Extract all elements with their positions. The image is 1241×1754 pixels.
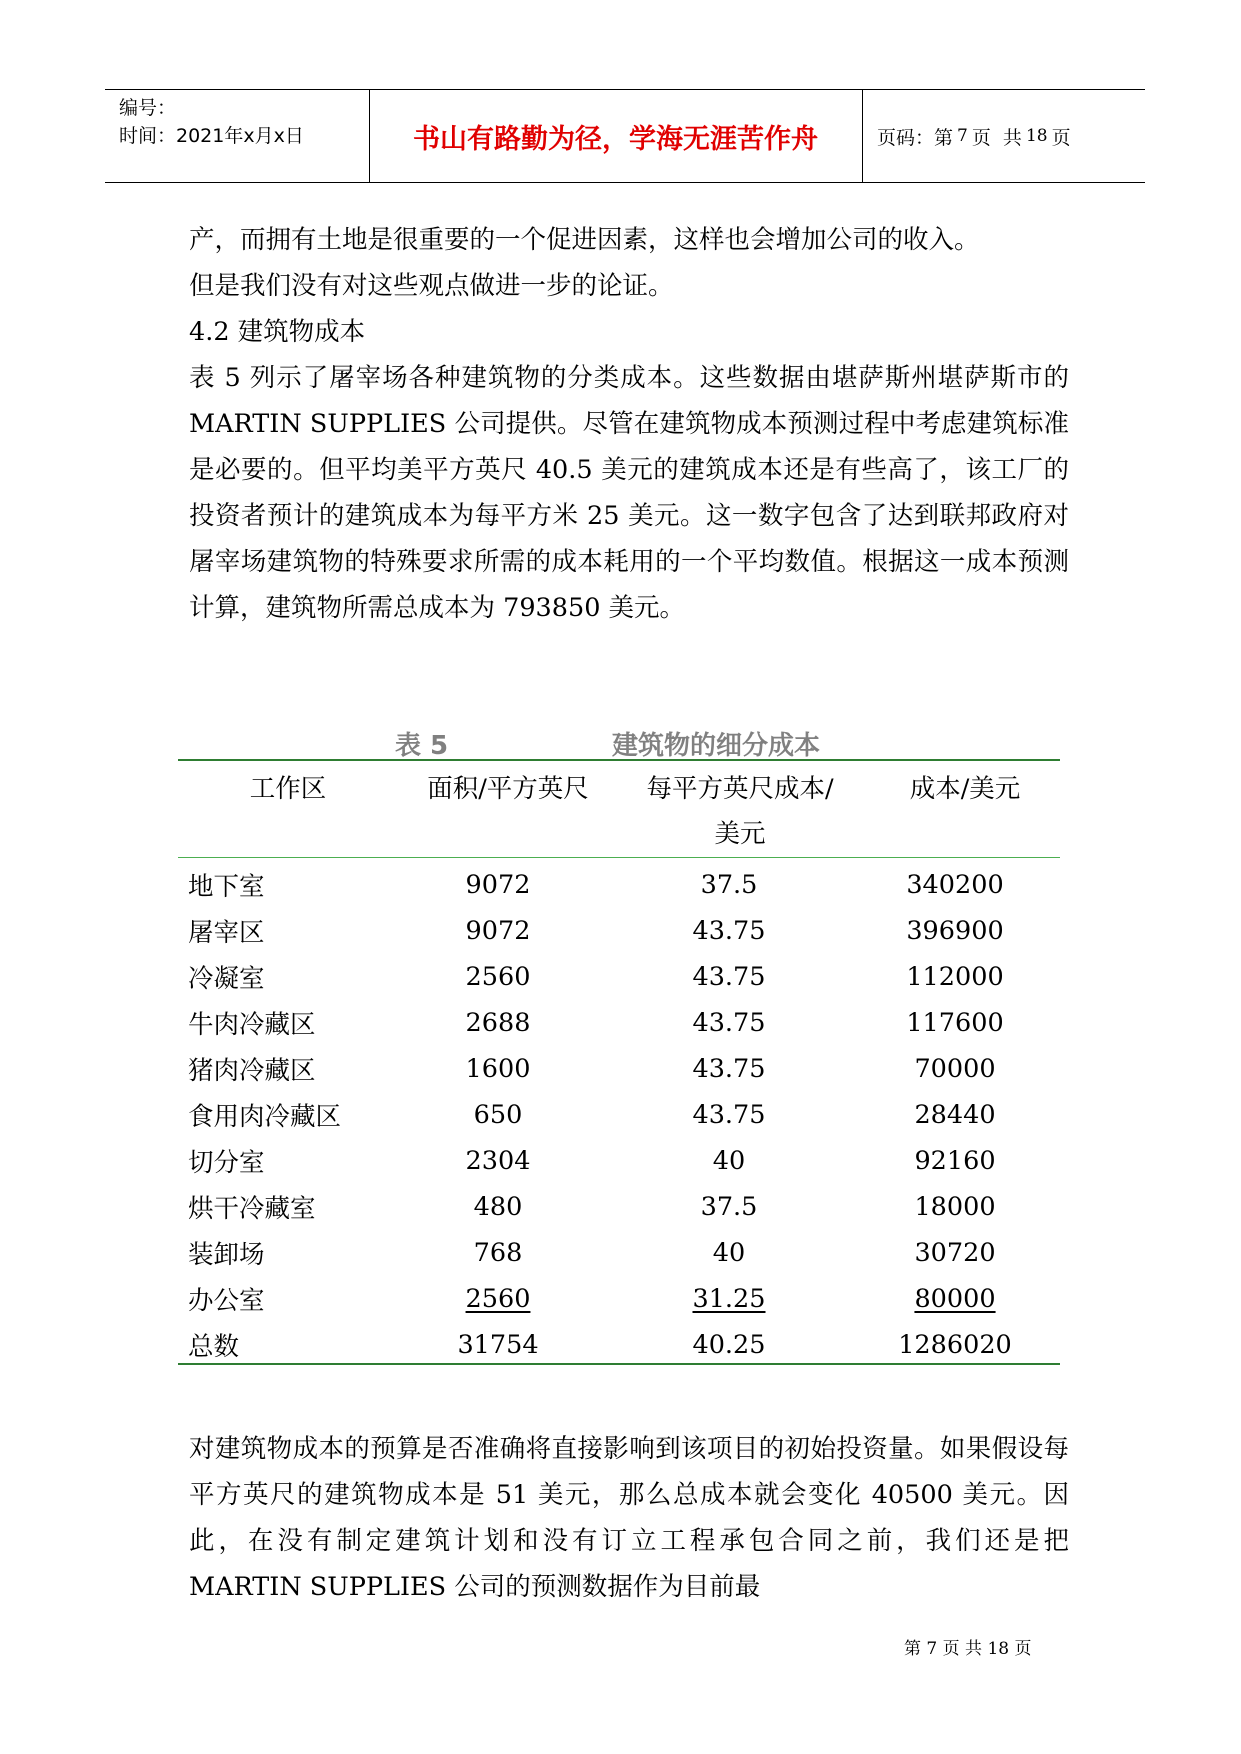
table-header-area-name: 工作区 bbox=[249, 774, 327, 804]
cell-size: 2560 bbox=[465, 962, 531, 992]
section-heading: 4.2 建筑物成本 bbox=[189, 317, 366, 347]
table-row bbox=[178, 1138, 1060, 1184]
cell-size: 768 bbox=[473, 1238, 523, 1268]
table-row bbox=[178, 1046, 1060, 1092]
cell-unit-cost: 40 bbox=[712, 1238, 746, 1268]
cell-area-name: 烘干冷藏室 bbox=[188, 1194, 316, 1224]
cell-cost: 1286020 bbox=[898, 1330, 1012, 1360]
cell-size: 9072 bbox=[465, 870, 531, 900]
paragraph-budget-accuracy: 对建筑物成本的预算是否准确将直接影响到该项目的初始投资量。如果假设每平方英尺的建筑物成本是 51 美元，那么总成本就会变化 40500 美元。因此，在没有制定建筑计划和没有订立工程承包合同之前，我们还是把 MARTIN SUPPLIES 公司的预测数据作为目前最 bbox=[189, 1434, 1069, 1602]
cell-unit-cost: 43.75 bbox=[692, 916, 766, 946]
table-row bbox=[178, 908, 1060, 954]
page-suffix: 页 bbox=[1051, 126, 1071, 149]
cell-cost: 117600 bbox=[906, 1008, 1004, 1038]
cell-size: 2304 bbox=[465, 1146, 531, 1176]
cell-unit-cost: 43.75 bbox=[692, 1054, 766, 1084]
table-header-size: 面积/平方英尺 bbox=[427, 774, 589, 804]
cell-cost: 18000 bbox=[914, 1192, 996, 1222]
cell-area-name: 牛肉冷藏区 bbox=[188, 1010, 316, 1040]
cell-unit-cost: 43.75 bbox=[692, 1008, 766, 1038]
table-row bbox=[178, 862, 1060, 908]
serial-label: 编号： bbox=[119, 97, 177, 119]
cell-area-name: 食用肉冷藏区 bbox=[188, 1102, 342, 1132]
paragraph-line: 产，而拥有土地是很重要的一个促进因素，这样也会增加公司的收入。 bbox=[189, 225, 980, 255]
cell-area-name: 猪肉冷藏区 bbox=[188, 1056, 316, 1086]
table-row bbox=[178, 954, 1060, 1000]
page-current: 7 bbox=[957, 126, 968, 146]
table-row bbox=[178, 1000, 1060, 1046]
cell-size: 480 bbox=[473, 1192, 523, 1222]
header-meta bbox=[119, 94, 304, 150]
table-row-total bbox=[178, 1322, 1060, 1368]
cell-cost-wrap bbox=[850, 1284, 1060, 1314]
cell-unit-cost: 31.25 bbox=[692, 1284, 766, 1314]
cell-area-name: 办公室 bbox=[188, 1286, 265, 1316]
cell-area-name: 切分室 bbox=[188, 1148, 265, 1178]
cell-unit-cost: 43.75 bbox=[692, 1100, 766, 1130]
footer-total: 18 bbox=[987, 1639, 1010, 1659]
cell-cost: 70000 bbox=[914, 1054, 996, 1084]
cell-unit-cost: 37.5 bbox=[700, 1192, 758, 1222]
table-top-rule bbox=[178, 759, 1060, 761]
footer-suffix: 页 bbox=[1014, 1639, 1032, 1659]
time-label: 时间：2021年x月x日 bbox=[119, 125, 304, 147]
table-caption-number: 表 5 bbox=[395, 731, 449, 761]
paragraph-line: 但是我们没有对这些观点做进一步的论证。 bbox=[189, 271, 674, 301]
page-mid: 页 共 bbox=[971, 126, 1022, 149]
cell-cost: 28440 bbox=[914, 1100, 996, 1130]
header-motto: 书山有路勤为径，学海无涯苦作舟 bbox=[413, 123, 818, 155]
cell-unit-cost: 40 bbox=[712, 1146, 746, 1176]
paragraph-intro bbox=[189, 217, 1069, 309]
cell-unit-cost-wrap bbox=[608, 1284, 850, 1314]
table-row bbox=[178, 1184, 1060, 1230]
cell-area-name: 地下室 bbox=[188, 872, 265, 902]
table-header-unit-cost bbox=[620, 767, 860, 857]
cell-size: 9072 bbox=[465, 916, 531, 946]
paragraph-building-cost: 表 5 列示了屠宰场各种建筑物的分类成本。这些数据由堪萨斯州堪萨斯市的 MARTIN SUPPLIES 公司提供。尽管在建筑物成本预测过程中考虑建筑标准是必要的。但平均美平方英尺 40.5 美元的建筑成本还是有些高了，该工厂的投资者预计的建筑成本为每平方米 25 美元。这一数字包含了达到联邦政府对屠宰场建筑物的特殊要求所需的成本耗用的一个平均数值。根据这一成本预测计算，建筑物所需总成本为 793850 美元。 bbox=[189, 363, 1069, 623]
cell-area-name: 装卸场 bbox=[188, 1240, 265, 1270]
cell-size: 1600 bbox=[465, 1054, 531, 1084]
cell-cost: 30720 bbox=[914, 1238, 996, 1268]
table-row bbox=[178, 1276, 1060, 1322]
table-caption-title: 建筑物的细分成本 bbox=[612, 731, 821, 761]
page-footer bbox=[904, 1634, 1032, 1659]
cell-cost: 80000 bbox=[914, 1284, 996, 1314]
table-header-cost: 成本/美元 bbox=[909, 774, 1021, 804]
page-total: 18 bbox=[1025, 126, 1048, 146]
cell-unit-cost: 43.75 bbox=[692, 962, 766, 992]
page-header bbox=[105, 89, 1145, 183]
table-row bbox=[178, 1092, 1060, 1138]
cell-area-name: 冷凝室 bbox=[188, 964, 265, 994]
table-body bbox=[178, 862, 1060, 1368]
table-header-rule bbox=[178, 857, 1060, 858]
cell-size: 31754 bbox=[457, 1330, 539, 1360]
cell-unit-cost: 37.5 bbox=[700, 870, 758, 900]
cell-size: 2688 bbox=[465, 1008, 531, 1038]
header-page-info bbox=[877, 90, 1071, 182]
cell-size-wrap bbox=[388, 1284, 608, 1314]
table-header-unit-cost-line1: 每平方英尺成本/ bbox=[646, 774, 834, 804]
cell-cost: 396900 bbox=[906, 916, 1004, 946]
cell-unit-cost: 40.25 bbox=[692, 1330, 766, 1360]
cell-cost: 92160 bbox=[914, 1146, 996, 1176]
footer-mid: 页 共 bbox=[942, 1639, 983, 1659]
cell-size: 2560 bbox=[465, 1284, 531, 1314]
cell-size: 650 bbox=[473, 1100, 523, 1130]
page-prefix: 页码：第 bbox=[877, 126, 954, 149]
footer-current: 7 bbox=[926, 1639, 938, 1659]
cell-area-name: 总数 bbox=[188, 1332, 240, 1362]
footer-prefix: 第 bbox=[904, 1639, 921, 1659]
cell-cost: 112000 bbox=[906, 962, 1004, 992]
header-divider bbox=[862, 90, 863, 182]
table-header-unit-cost-line2: 美元 bbox=[714, 819, 766, 849]
cell-area-name: 屠宰区 bbox=[188, 918, 265, 948]
table-row bbox=[178, 1230, 1060, 1276]
cell-cost: 340200 bbox=[906, 870, 1004, 900]
